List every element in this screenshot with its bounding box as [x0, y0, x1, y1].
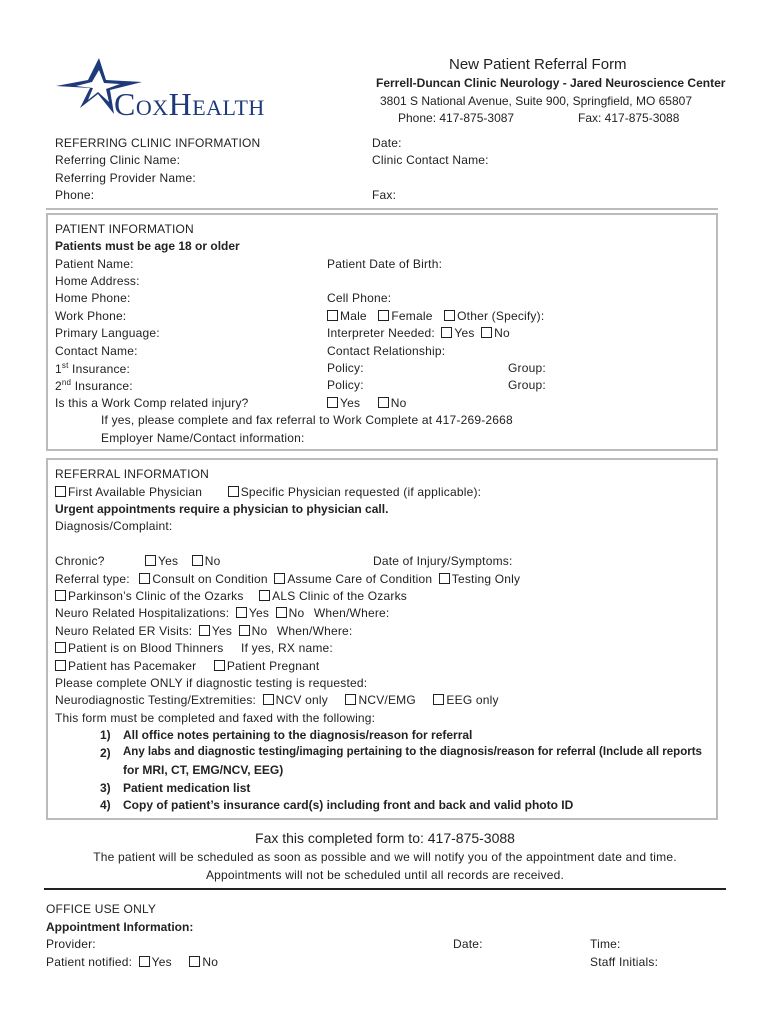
referral-heading: REFERRAL INFORMATION — [55, 467, 210, 481]
work-comp-no-checkbox[interactable] — [378, 397, 389, 408]
policy-2-label: Policy: — [327, 378, 364, 392]
blood-thinners-row — [55, 641, 333, 655]
policy-1-label: Policy: — [327, 361, 364, 375]
group-2-label: Group: — [508, 378, 546, 392]
notified-yes-checkbox[interactable] — [139, 956, 150, 967]
primary-language-label: Primary Language: — [55, 326, 160, 340]
age-note: Patients must be age 18 or older — [55, 239, 240, 253]
female-label: Female — [391, 309, 433, 323]
parkinsons-checkbox[interactable] — [55, 590, 66, 601]
pacemaker-checkbox[interactable] — [55, 660, 66, 671]
patient-notified-row — [46, 955, 218, 969]
contact-relationship-label: Contact Relationship: — [327, 344, 446, 358]
assume-care-checkbox[interactable] — [274, 573, 285, 584]
eeg-only-checkbox[interactable] — [433, 694, 444, 705]
specific-physician-checkbox[interactable] — [228, 486, 239, 497]
ncv-only-label: NCV only — [275, 693, 328, 707]
chronic-no-checkbox[interactable] — [192, 555, 203, 566]
diagnostic-only-note: Please complete ONLY if diagnostic testing is requested: — [55, 676, 368, 690]
other-checkbox[interactable] — [444, 310, 455, 321]
er-yes-label: Yes — [211, 624, 233, 638]
required-item-4-num: 4) — [100, 798, 111, 812]
required-item-3-num: 3) — [100, 781, 111, 795]
work-comp-label: Is this a Work Comp related injury? — [55, 396, 249, 410]
rx-name-label: If yes, RX name: — [241, 641, 333, 655]
referring-provider-label: Referring Provider Name: — [55, 171, 196, 185]
patient-heading: PATIENT INFORMATION — [55, 222, 194, 236]
er-when-where-label: When/Where: — [276, 624, 353, 638]
chronic-no-label: No — [204, 554, 221, 568]
records-note: Appointments will not be scheduled until all records are received. — [205, 868, 565, 882]
blood-thinners-label: Patient is on Blood Thinners — [68, 641, 224, 655]
interpreter-yes-checkbox[interactable] — [441, 327, 452, 338]
clinic-name: Ferrell-Duncan Clinic Neurology - Jared Neuroscience Center — [376, 76, 726, 90]
hosp-no-checkbox[interactable] — [276, 607, 287, 618]
hospitalizations-row — [55, 606, 389, 620]
logo — [54, 56, 284, 126]
required-item-2-num: 2) — [100, 746, 111, 760]
pacemaker-label: Patient has Pacemaker — [68, 659, 197, 673]
male-checkbox[interactable] — [327, 310, 338, 321]
clinic-options — [55, 589, 407, 603]
female-checkbox[interactable] — [378, 310, 389, 321]
blood-thinners-checkbox[interactable] — [55, 642, 66, 653]
pacemaker-row — [55, 659, 319, 673]
staff-initials-label: Staff Initials: — [590, 955, 659, 969]
notified-no-label: No — [202, 955, 219, 969]
employer-label: Employer Name/Contact information: — [101, 431, 305, 445]
interpreter-no-checkbox[interactable] — [481, 327, 492, 338]
patient-notified-label: Patient notified: — [46, 955, 133, 969]
er-no-checkbox[interactable] — [239, 625, 250, 636]
cell-phone-label: Cell Phone: — [327, 291, 392, 305]
ncv-emg-label: NCV/EMG — [358, 693, 416, 707]
interpreter-row — [327, 326, 510, 340]
second-insurance-label: 2nd Insurance: — [55, 378, 133, 393]
clinic-fax: Fax: 417-875-3088 — [578, 111, 680, 125]
first-available-label: First Available Physician — [68, 485, 203, 499]
interpreter-yes-label: Yes — [454, 326, 475, 340]
hosp-no-label: No — [288, 606, 305, 620]
required-item-1-num: 1) — [100, 728, 111, 742]
eeg-only-label: EEG only — [446, 693, 499, 707]
als-checkbox[interactable] — [259, 590, 270, 601]
clinic-phone: Phone: 417-875-3087 — [398, 111, 515, 125]
referring-fax-label: Fax: — [372, 188, 397, 202]
assume-care-label: Assume Care of Condition — [287, 572, 433, 586]
patient-dob-label: Patient Date of Birth: — [327, 257, 443, 271]
clinic-contact-label: Clinic Contact Name: — [372, 153, 489, 167]
pregnant-label: Patient Pregnant — [226, 659, 320, 673]
contact-name-label: Contact Name: — [55, 344, 138, 358]
office-heading: OFFICE USE ONLY — [46, 902, 157, 916]
clinic-address: 3801 S National Avenue, Suite 900, Springfield, MO 65807 — [380, 94, 692, 108]
appointment-info-label: Appointment Information: — [46, 920, 194, 934]
group-1-label: Group: — [508, 361, 546, 375]
parkinsons-label: Parkinson’s Clinic of the Ozarks — [68, 589, 244, 603]
patient-name-label: Patient Name: — [55, 257, 134, 271]
office-divider — [44, 888, 726, 890]
physician-options — [55, 485, 481, 499]
home-address-label: Home Address: — [55, 274, 140, 288]
work-comp-note: If yes, please complete and fax referral to Work Complete at 417-269-2668 — [101, 413, 513, 427]
pregnant-checkbox[interactable] — [214, 660, 225, 671]
office-date-label: Date: — [453, 937, 483, 951]
testing-only-label: Testing Only — [451, 572, 521, 586]
first-insurance-label: 1st Insurance: — [55, 361, 131, 376]
required-item-2-cont: for MRI, CT, EMG/NCV, EEG) — [123, 763, 284, 777]
date-injury-label: Date of Injury/Symptoms: — [373, 554, 513, 568]
referral-type-row — [55, 572, 520, 586]
er-visits-label: Neuro Related ER Visits: — [55, 624, 193, 638]
notified-yes-label: Yes — [151, 955, 172, 969]
required-item-1: All office notes pertaining to the diagnosis/reason for referral — [123, 728, 473, 742]
notified-no-checkbox[interactable] — [189, 956, 200, 967]
referring-heading: REFERRING CLINIC INFORMATION — [55, 136, 261, 150]
office-provider-label: Provider: — [46, 937, 96, 951]
work-comp-yes-checkbox[interactable] — [327, 397, 338, 408]
work-comp-no-label: No — [390, 396, 407, 410]
schedule-note: The patient will be scheduled as soon as possible and we will notify you of the appointment date and time. — [93, 850, 677, 864]
referring-date-label: Date: — [372, 136, 402, 150]
required-item-4: Copy of patient’s insurance card(s) including front and back and valid photo ID — [123, 798, 574, 812]
referral-type-label: Referral type: — [55, 572, 130, 586]
first-available-checkbox[interactable] — [55, 486, 66, 497]
specific-physician-label: Specific Physician requested (if applicable): — [240, 485, 482, 499]
work-comp-yes-label: Yes — [340, 396, 361, 410]
consult-label: Consult on Condition — [152, 572, 268, 586]
home-phone-label: Home Phone: — [55, 291, 131, 305]
interpreter-no-label: No — [494, 326, 510, 340]
consult-checkbox[interactable] — [139, 573, 150, 584]
urgent-note: Urgent appointments require a physician to physician call. — [55, 502, 389, 516]
referring-clinic-name-label: Referring Clinic Name: — [55, 153, 181, 167]
required-item-3: Patient medication list — [123, 781, 251, 795]
work-comp-options — [327, 396, 406, 410]
referring-phone-label: Phone: — [55, 188, 95, 202]
hosp-yes-checkbox[interactable] — [236, 607, 247, 618]
hosp-yes-label: Yes — [248, 606, 270, 620]
er-visits-row — [55, 624, 352, 638]
other-label: Other (Specify): — [457, 309, 545, 323]
neuro-testing-label: Neurodiagnostic Testing/Extremities: — [55, 693, 257, 707]
required-item-2: Any labs and diagnostic testing/imaging pertaining to the diagnosis/reason for referral (Include all reports — [123, 746, 702, 758]
ncv-emg-checkbox[interactable] — [345, 694, 356, 705]
chronic-yes-checkbox[interactable] — [145, 555, 156, 566]
hospitalizations-label: Neuro Related Hospitalizations: — [55, 606, 230, 620]
chronic-yes-label: Yes — [158, 554, 179, 568]
form-title: New Patient Referral Form — [449, 56, 627, 73]
als-label: ALS Clinic of the Ozarks — [272, 589, 407, 603]
hosp-when-where-label: When/Where: — [313, 606, 390, 620]
logo-text: CoxHealth — [114, 86, 265, 122]
chronic-options — [145, 554, 220, 568]
office-time-label: Time: — [590, 937, 621, 951]
interpreter-label: Interpreter Needed: — [327, 326, 435, 340]
gender-options — [327, 309, 544, 323]
ncv-only-checkbox[interactable] — [263, 694, 274, 705]
must-complete-note: This form must be completed and faxed with the following: — [55, 711, 376, 725]
diagnosis-label: Diagnosis/Complaint: — [55, 519, 173, 533]
male-label: Male — [340, 309, 367, 323]
er-yes-checkbox[interactable] — [199, 625, 210, 636]
chronic-label: Chronic? — [55, 554, 105, 568]
testing-only-checkbox[interactable] — [439, 573, 450, 584]
er-no-label: No — [251, 624, 268, 638]
work-phone-label: Work Phone: — [55, 309, 127, 323]
neuro-testing-row — [55, 693, 499, 707]
fax-to-line: Fax this completed form to: 417-875-3088 — [255, 830, 515, 846]
